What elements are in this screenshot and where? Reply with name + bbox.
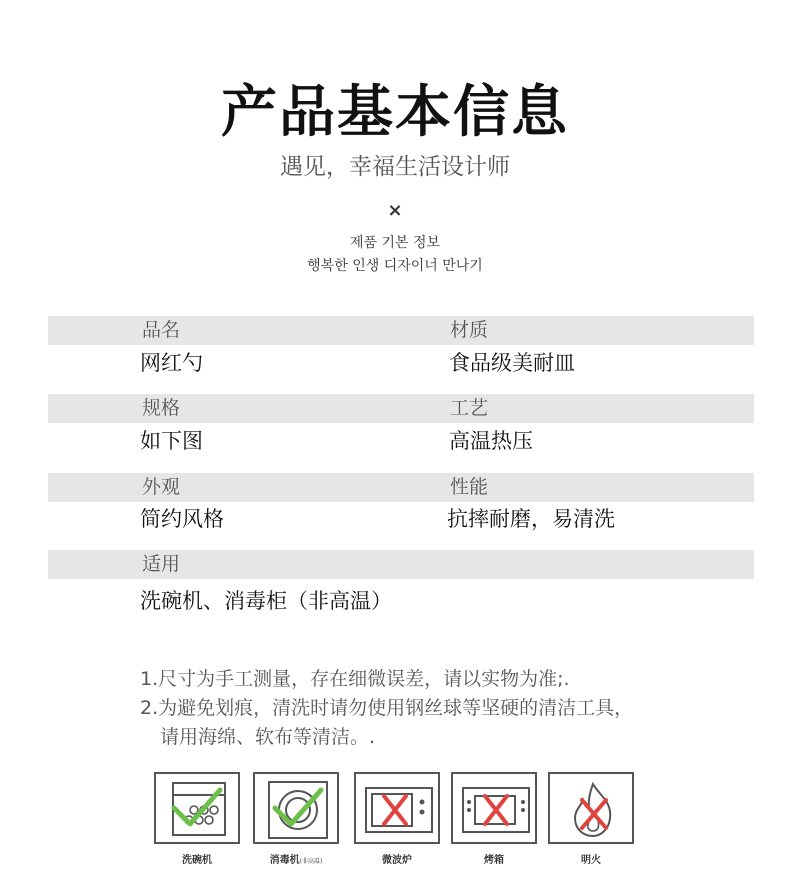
open-flame-icon: [548, 772, 634, 868]
icon-caption: 消毒机(非高温): [269, 855, 323, 866]
page-title: 产品基本信息: [221, 80, 569, 145]
korean-title: 제품 기본 정보: [349, 235, 441, 251]
divider-cross-icon: ×: [387, 200, 403, 221]
spec-label: 性能: [450, 476, 489, 498]
icon-caption: 烤箱: [484, 855, 504, 866]
korean-subtitle: 행복한 인생 디자이너 만나기: [307, 258, 483, 274]
microwave-icon: [354, 772, 440, 868]
note-line: 请用海绵、软布等清洁。.: [160, 726, 376, 748]
spec-value: 网红勺: [140, 351, 203, 375]
spec-value: 洗碗机、消毒柜（非高温）: [140, 589, 392, 613]
spec-label: 规格: [142, 397, 181, 419]
spec-value: 如下图: [140, 429, 203, 453]
page-subtitle: 遇见，幸福生活设计师: [280, 154, 510, 180]
spec-label: 材质: [450, 319, 489, 341]
dishwasher-icon: [154, 772, 240, 868]
usage-icons: [0, 772, 790, 872]
spec-label: 外观: [142, 476, 181, 498]
spec-value: 简约风格: [140, 507, 224, 531]
spec-value: 抗摔耐磨，易清洗: [447, 507, 615, 531]
spec-label: 品名: [142, 319, 181, 341]
note-line: 2.为避免划痕，清洗时请勿使用钢丝球等坚硬的清洁工具，: [140, 697, 634, 719]
spec-label: 工艺: [450, 397, 489, 419]
sterilizer-icon: [253, 772, 339, 869]
spec-value: 高温热压: [449, 429, 533, 453]
oven-icon: [451, 772, 537, 868]
icon-caption: 微波炉: [382, 855, 412, 866]
icon-caption: 洗碗机: [182, 855, 212, 866]
spec-label: 适用: [142, 553, 181, 575]
icon-caption: 明火: [581, 855, 601, 866]
spec-value: 食品级美耐皿: [449, 351, 575, 375]
note-line: 1.尺寸为手工测量，存在细微误差，请以实物为准;.: [140, 668, 570, 690]
